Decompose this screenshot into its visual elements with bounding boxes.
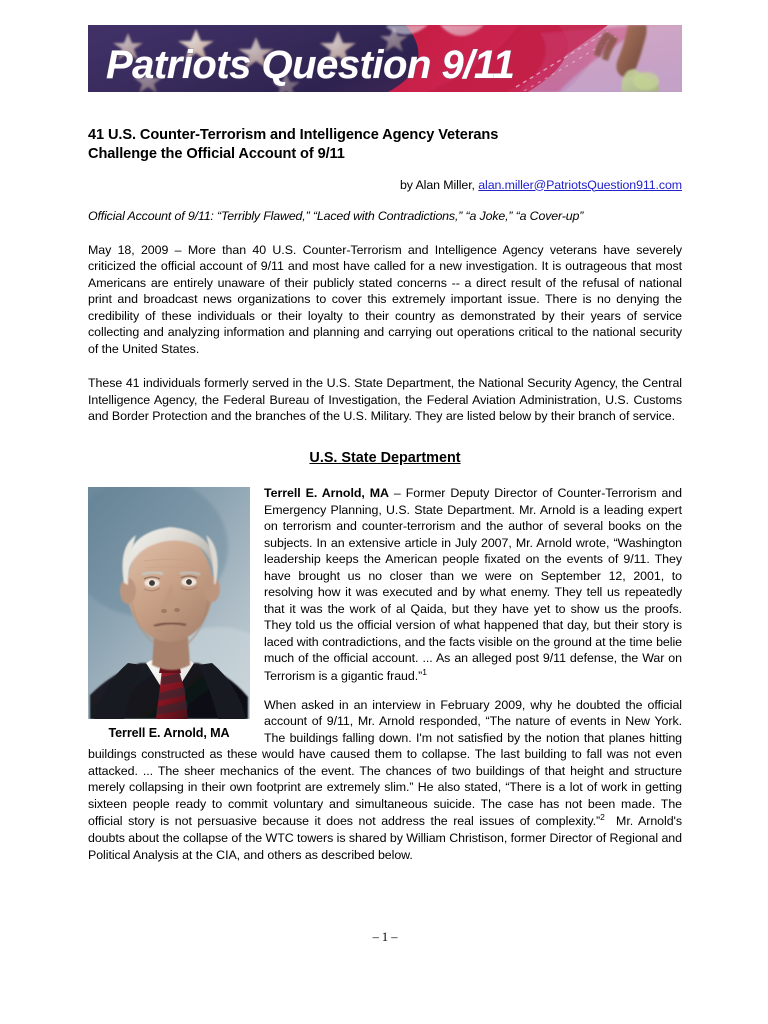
profile-photo [88, 487, 250, 719]
document-subtitle: Official Account of 9/11: “Terribly Flawed,” “Laced with Contradictions,” “a Joke,” “a Cover-up” [88, 208, 584, 223]
footnote-marker-2[interactable]: 2 [600, 812, 605, 823]
profile-name: Terrell E. Arnold, MA [264, 485, 389, 500]
document-content [88, 126, 682, 863]
photo-caption: Terrell E. Arnold, MA [108, 725, 230, 740]
section-heading [88, 450, 682, 466]
section-heading-text: U.S. State Department [309, 449, 461, 466]
lead-paragraph: May 18, 2009 – More than 40 U.S. Counter-Terrorism and Intelligence Agency veterans have severely criticized the official account of 9/11 and most have called for a new investigation. It is outrageous that most Americans are entirely unaware of their publicly stated concerns -- a direct result of the refusal of national print and broadcast news organizations to cover this extremely important issue. There is no denying the credibility of these individuals or their loyalty to their country as demonstrated by their years of service collecting and analyzing information and planning and carrying out operations critical to the national security of the United States. [88, 242, 682, 356]
page-title [88, 126, 682, 165]
profile-figure [88, 487, 250, 740]
banner-title: Patriots Question 9/11 [106, 43, 515, 87]
interview-part-1: When asked in an interview in February 2009, why he doubted the official account of 9/11, Mr. Arnold responded, “The nature of events in New York. The buildings falling down. I'm not satisfied by the notion that planes hitting buildings constructed as these would have caused them to collapse. The last building to fall was not even attacked. ... The sheer mechanics of the event. The chances of two buildings of that height and structure merely collapsing in their own footprint are extremely slim.” He also stated, “There is a lot of work in getting sixteen people ready to commit voluntary and simultaneous suicide. The case has not been made. The official story is not persuasive because it does not address the real issues of complexity.” [88, 697, 682, 829]
banner-graphic [88, 25, 682, 92]
page-number: – 1 – [372, 930, 398, 944]
interview-part-2: Mr. Arnold's doubts about the collapse of the WTC towers is shared by William Christison, former Director of Regional and Political Analysis at the CIA, and others as described below. [88, 814, 683, 862]
bio-body: Former Deputy Director of Counter-Terrorism and Emergency Planning, U.S. State Department. Mr. Arnold is a leading expert on terrorism and counter-terrorism and the author of several books on the subjects. In an extensive article in July 2007, Mr. Arnold wrote, “Washington leadership keeps the American people fixated on the events of 9/11. They have brought us no closer than we were on September 12, 2001, to resolving how it was executed and by what enemy. They tell us repeatedly that it was the work of al Qaida, but they have yet to show us the proofs. They told us the official version of what happened that day, but their story is laced with contradictions, and the facts visible on the ground at the time belie much of the official account. ... As an alleged post 9/11 defense, the War on Terrorism is a gigantic fraud.” [264, 485, 682, 684]
byline [88, 178, 682, 192]
author-email-link[interactable]: alan.miller@PatriotsQuestion911.com [478, 177, 682, 192]
footnote-marker-1[interactable]: 1 [422, 666, 427, 677]
bio-separator: – [388, 485, 406, 500]
page-title-line-1: 41 U.S. Counter-Terrorism and Intelligence Agency Veterans [88, 127, 499, 143]
site-banner [88, 25, 682, 92]
agencies-paragraph: These 41 individuals formerly served in the U.S. State Department, the National Security Agency, the Central Intelligence Agency, the Federal Bureau of Investigation, the Federal Aviation Administration, U.S. Customs and Border Protection and the branches of the U.S. Military. They are listed below by their branch of service. [88, 376, 682, 424]
profile-block [88, 485, 682, 863]
byline-author: by Alan Miller, [399, 177, 479, 192]
page-title-line-2: Challenge the Official Account of 9/11 [88, 146, 345, 163]
